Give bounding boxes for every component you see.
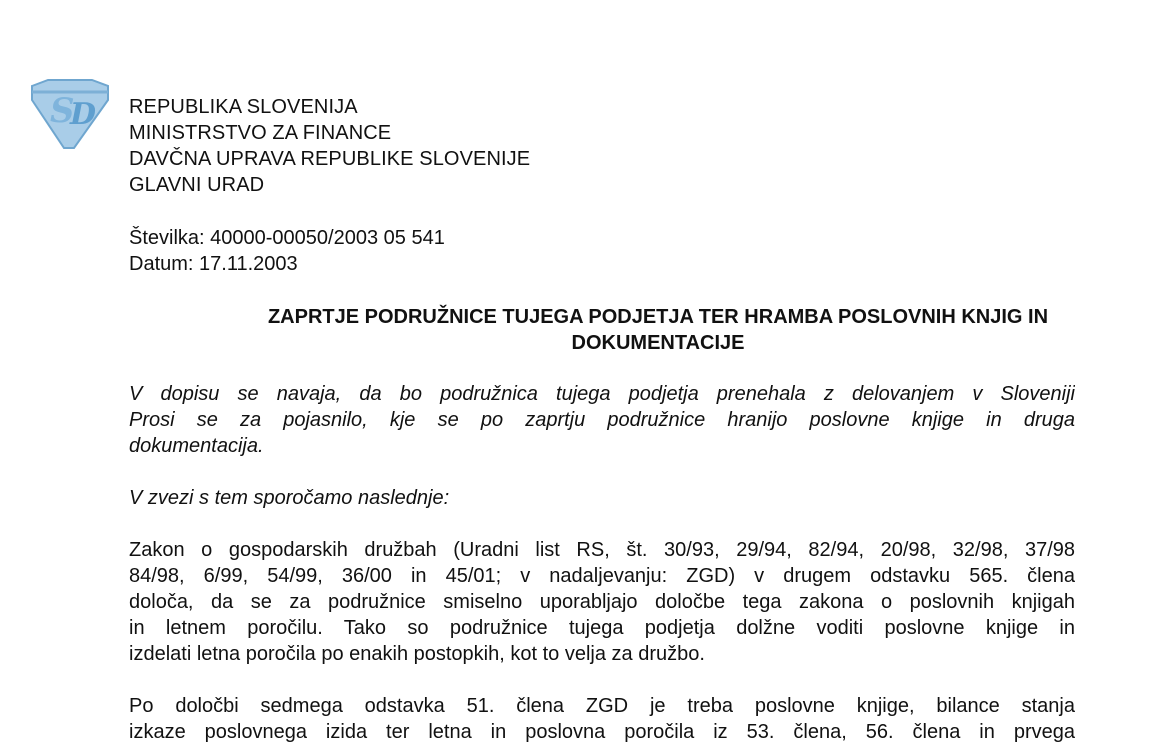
header-line-ministry: MINISTRSTVO ZA FINANCE (129, 122, 392, 144)
intro-paragraph (129, 381, 1075, 459)
text-line: Prosi se za pojasnilo, kje se po zaprtju podružnice hranijo poslovne knjige in druga (129, 409, 1075, 431)
document-number: Številka: 40000-00050/2003 05 541 (129, 227, 445, 249)
document-title-line: DOKUMENTACIJE (571, 332, 745, 354)
text-line: in letnem poročilu. Tako so podružnice tujega podjetja dolžne voditi poslovne knjige in (129, 617, 1075, 639)
svg-text:D: D (70, 97, 97, 132)
document-meta (129, 225, 445, 277)
document-date: Datum: 17.11.2003 (129, 253, 298, 275)
law-paragraph (129, 537, 1075, 667)
rule-paragraph (129, 693, 1075, 743)
header-line-country: REPUBLIKA SLOVENIJA (129, 96, 358, 118)
text-line: izkaze poslovnega izida ter letna in poslovna poročila iz 53. člena, 56. člena in prvega (129, 721, 1075, 743)
issuer-header (129, 94, 530, 198)
lead-paragraph (129, 485, 1075, 511)
text-line: V dopisu se navaja, da bo podružnica tujega podjetja prenehala z delovanjem v Sloveniji (129, 383, 1075, 405)
text-line: določa, da se za podružnice smiselno uporabljajo določbe tega zakona o poslovnih knjigah (129, 591, 1075, 613)
header-line-office: GLAVNI URAD (129, 174, 265, 196)
durs-logo (28, 78, 112, 150)
text-line: dokumentacija. (129, 435, 264, 457)
svg-text:S: S (50, 91, 75, 131)
header-line-administration: DAVČNA UPRAVA REPUBLIKE SLOVENIJE (129, 148, 531, 170)
document-title (129, 304, 1157, 356)
document-title-line: ZAPRTJE PODRUŽNICE TUJEGA PODJETJA TER HRAMBA POSLOVNIH KNJIG IN (267, 306, 1049, 328)
text-line: V zvezi s tem sporočamo naslednje: (129, 487, 450, 509)
text-line: Zakon o gospodarskih družbah (Uradni list RS, št. 30/93, 29/94, 82/94, 20/98, 32/98, 37/98 (129, 539, 1075, 561)
text-line: 84/98, 6/99, 54/99, 36/00 in 45/01; v nadaljevanju: ZGD) v drugem odstavku 565. člena (129, 565, 1075, 587)
text-line: izdelati letna poročila po enakih postopkih, kot to velja za družbo. (129, 643, 705, 665)
text-line: Po določbi sedmega odstavka 51. člena ZGD je treba poslovne knjige, bilance stanja (129, 695, 1075, 717)
